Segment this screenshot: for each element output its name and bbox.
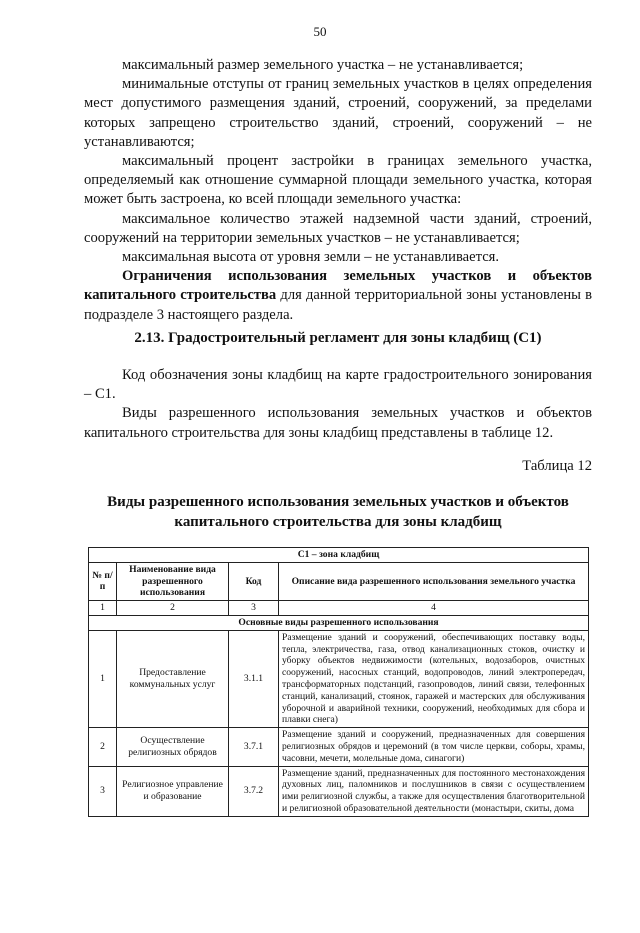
page-number: 50: [313, 24, 327, 39]
table-row: [89, 728, 589, 766]
row-code: 3.7.2: [229, 766, 279, 816]
paragraph: Виды разрешенного использования земельных участков и объектов капитального строительства для зоны кладбищ представлены в таблице 12.: [84, 405, 592, 441]
table-row: [89, 630, 589, 727]
table-label: Таблица 12: [522, 458, 592, 474]
row-code: 3.1.1: [229, 630, 279, 727]
section-heading: 2.13. Градостроительный регламент для зоны кладбищ (С1): [134, 330, 542, 346]
col-number: 1: [89, 601, 117, 616]
paragraph: максимальное количество этажей надземной части зданий, строений, сооружений на территории земельных участков – не устанавливается;: [84, 210, 592, 246]
header-desc: Описание вида разрешенного использования земельного участка: [279, 562, 589, 600]
table-row: [89, 766, 589, 816]
row-code: 3.7.1: [229, 728, 279, 766]
row-desc: Размещение зданий, предназначенных для постоянного местонахождения духовных лиц, паломников и послушников в связи с осуществлением ими религиозной службы, а также для осуществления благотворительной и религиозной образовательной деятельности (монастыри, скиты, дома: [279, 766, 589, 816]
row-num: 1: [89, 630, 117, 727]
header-code: Код: [229, 562, 279, 600]
row-name: Религиозное управление и образование: [117, 766, 229, 816]
row-desc: Размещение зданий и сооружений, предназначенных для совершения религиозных обрядов и церемоний (в том числе церкви, соборы, храмы, часовни, мечети, молельные дома, синагоги): [279, 728, 589, 766]
section-row: [89, 615, 589, 630]
table-title: Виды разрешенного использования земельных участков и объектов капитального строительства для зоны кладбищ: [107, 494, 569, 530]
middle-text-block: [84, 366, 592, 443]
restriction-paragraph: [84, 267, 592, 325]
col-number: 4: [279, 601, 589, 616]
row-name: Предоставление коммунальных услуг: [117, 630, 229, 727]
header-num: № п/п: [89, 562, 117, 600]
row-num: 2: [89, 728, 117, 766]
header-name: Наименование вида разрешенного использования: [117, 562, 229, 600]
paragraph: Код обозначения зоны кладбищ на карте градостроительного зонирования – С1.: [84, 367, 592, 403]
top-text-block: [84, 56, 592, 325]
restriction-rest: для данной территориальной зоны установлены в подразделе 3 настоящего раздела.: [84, 287, 592, 323]
row-name: Осуществление религиозных обрядов: [117, 728, 229, 766]
paragraph: максимальная высота от уровня земли – не устанавливается.: [122, 249, 500, 266]
column-number-row: [89, 601, 589, 616]
col-number: 2: [117, 601, 229, 616]
col-number: 3: [229, 601, 279, 616]
zone-caption-row: [89, 548, 589, 563]
header-row: [89, 562, 589, 600]
paragraph: минимальные отступы от границ земельных участков в целях определения мест допустимого размещения зданий, строений, сооружений, за пределами которых запрещено строительство зданий, строений, сооружений – не устанавливаются;: [84, 76, 592, 150]
zone-caption: С1 – зона кладбищ: [89, 548, 589, 563]
row-desc: Размещение зданий и сооружений, обеспечивающих поставку воды, тепла, электричества, газа, отвод канализационных стоков, очистку и уборку объектов недвижимости (котельных, водозаборов, очистных сооружений, насосных станций, водопроводов, линий электропередач, трансформаторных подстанций, газопроводов, линий связи, телефонных станций, канализаций, стоянок, гаражей и мастерских для обслуживания уборочной и аварийной техники, сооружений, необходимых для сбора и плавки снега): [279, 630, 589, 727]
row-num: 3: [89, 766, 117, 816]
regulation-table: [88, 547, 589, 817]
paragraph: максимальный процент застройки в границах земельного участка, определяемый как отношение суммарной площади земельного участка, которая может быть застроена, ко всей площади земельного участка:: [84, 153, 592, 208]
paragraph: максимальный размер земельного участка – не устанавливается;: [122, 57, 524, 73]
section-title: Основные виды разрешенного использования: [89, 615, 589, 630]
restriction-bold: Ограничения использования земельных участков и объектов капитального строительства: [84, 268, 592, 304]
